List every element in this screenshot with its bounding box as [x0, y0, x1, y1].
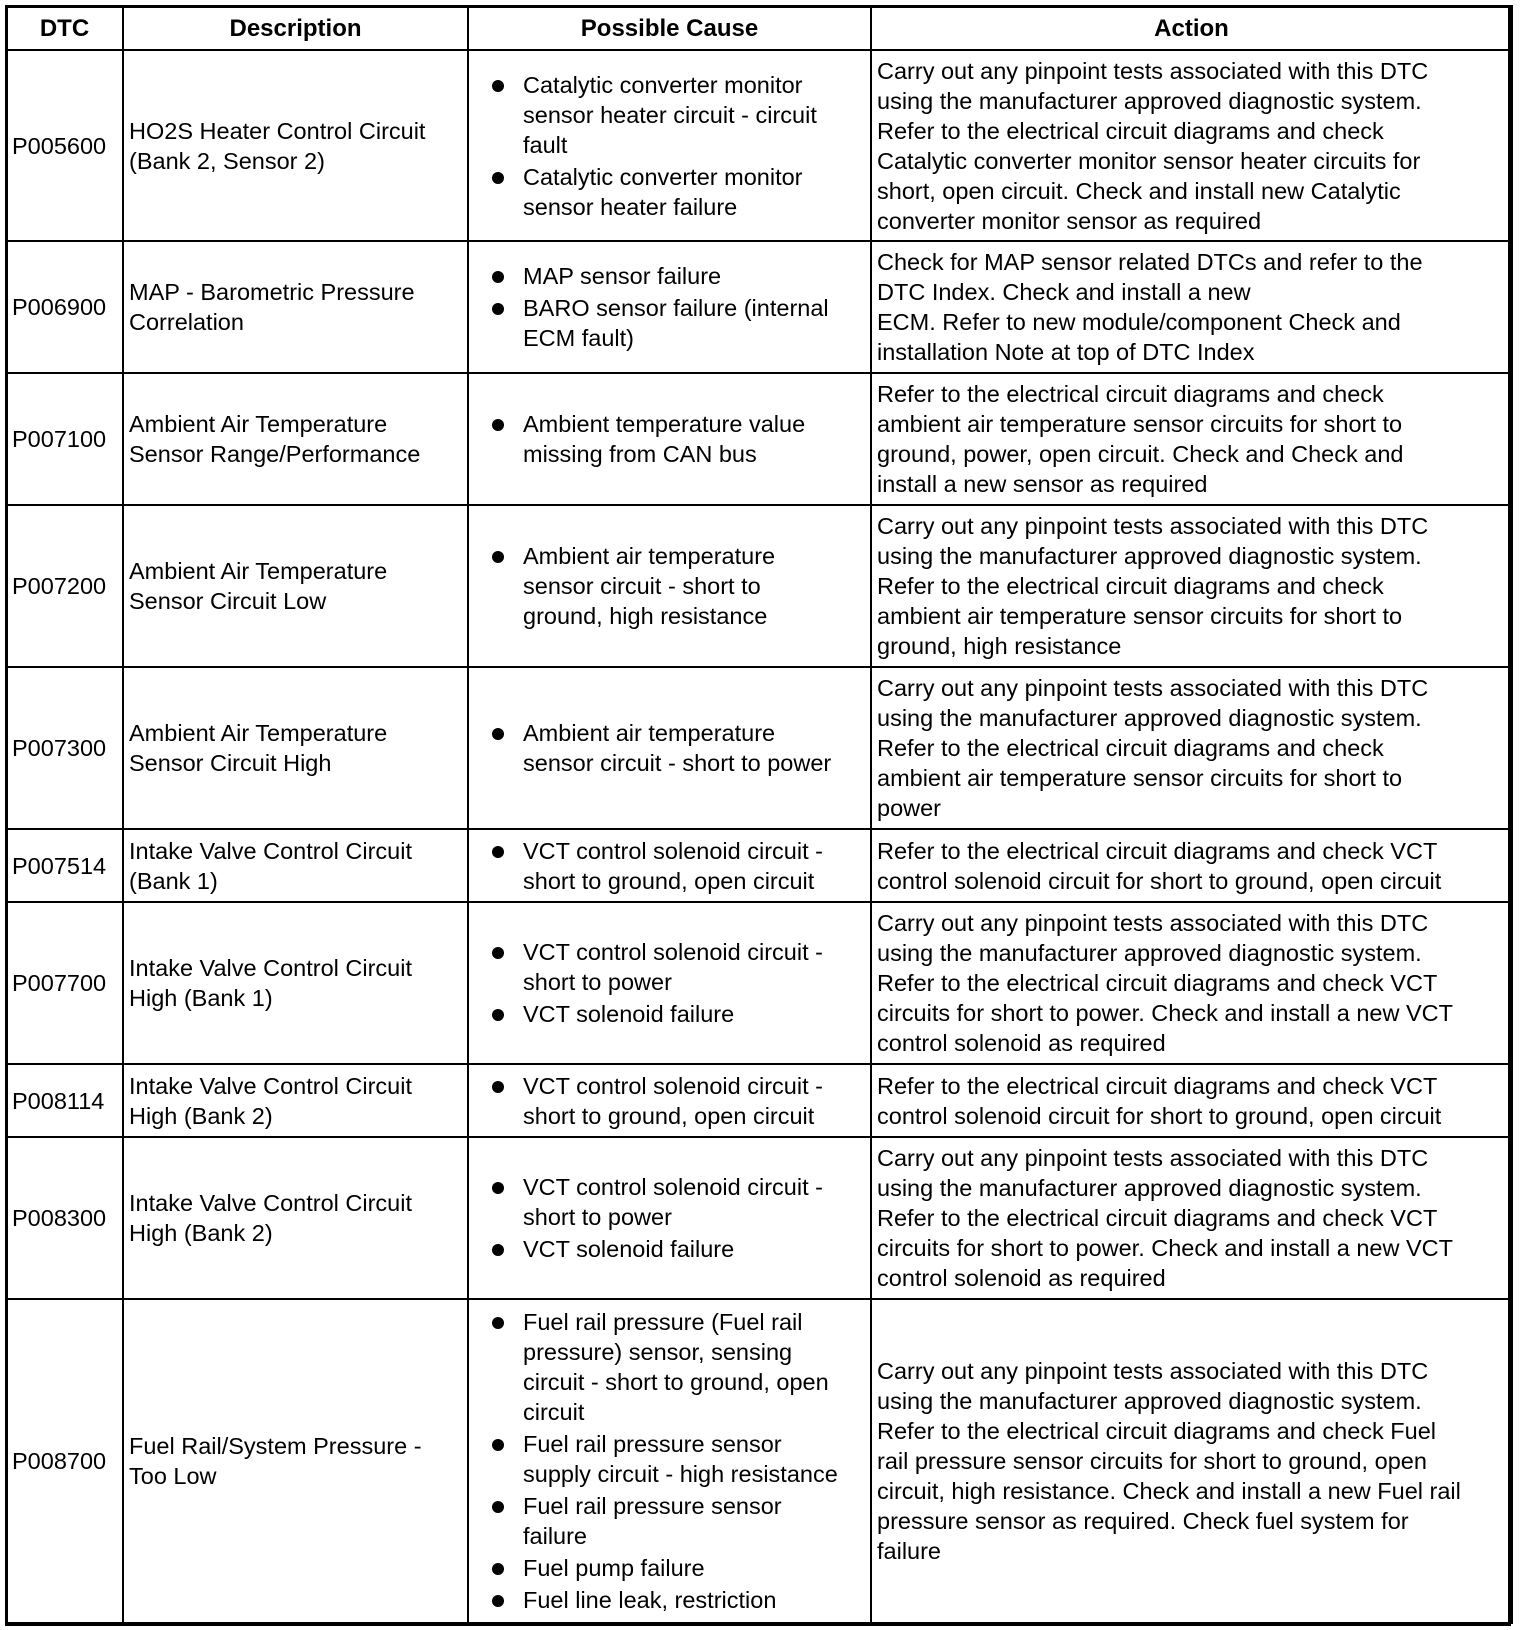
action-cell — [871, 241, 1512, 373]
header-description: Description — [123, 7, 468, 51]
possible-cause-cell — [468, 1299, 871, 1623]
action-text: Refer to the electrical circuit diagrams and check VCT control solenoid circuit for short to ground, open circuit — [877, 1072, 1442, 1129]
dtc-code: P008300 — [6, 1137, 123, 1299]
description-cell — [123, 902, 468, 1064]
possible-cause-cell — [468, 505, 871, 667]
description-cell — [123, 1064, 468, 1137]
cause-list — [489, 1307, 864, 1615]
action-text: Carry out any pinpoint tests associated with this DTC using the manufacturer approved diagnostic system. Refer to the electrical circuit diagrams and check ambient air temperature sensor circuits for short to ground, high resistance — [877, 513, 1429, 659]
dtc-code: P007200 — [6, 505, 123, 667]
description-text: Ambient Air Temperature Sensor Circuit High — [129, 720, 388, 776]
description-text: Intake Valve Control Circuit High (Bank 2) — [129, 1072, 412, 1129]
dtc-code: P005600 — [6, 50, 123, 241]
cause-item: Fuel rail pressure sensor supply circuit - high resistance — [489, 1429, 864, 1489]
dtc-table — [5, 5, 1513, 1624]
description-text: Fuel Rail/System Pressure - Too Low — [129, 1433, 422, 1489]
description-cell — [123, 667, 468, 829]
table-row — [6, 829, 1512, 902]
possible-cause-cell — [468, 1064, 871, 1137]
header-action: Action — [871, 7, 1512, 51]
description-cell — [123, 50, 468, 241]
dtc-code: P006900 — [6, 241, 123, 373]
action-cell — [871, 1299, 1512, 1623]
table-row — [6, 1137, 1512, 1299]
description-cell — [123, 241, 468, 373]
cause-item: VCT control solenoid circuit - short to ground, open circuit — [489, 1071, 864, 1131]
description-cell — [123, 1137, 468, 1299]
description-text: MAP - Barometric Pressure Correlation — [129, 279, 415, 335]
table-row — [6, 505, 1512, 667]
action-text: Carry out any pinpoint tests associated with this DTC using the manufacturer approved diagnostic system. Refer to the electrical circuit diagrams and check Fuel rail pressure sensor circuits for short to ground, open circuit, high resistance. Check and install a new Fuel rail pressure sensor as required. Check fuel system for failure — [877, 1358, 1461, 1564]
description-text: Ambient Air Temperature Sensor Range/Performance — [129, 411, 421, 467]
cause-list — [489, 70, 864, 222]
action-cell — [871, 902, 1512, 1064]
description-text: HO2S Heater Control Circuit (Bank 2, Sensor 2) — [129, 117, 426, 174]
action-cell — [871, 1137, 1512, 1299]
cause-item: Ambient temperature value missing from CAN bus — [489, 409, 864, 469]
cause-item: MAP sensor failure — [489, 261, 864, 291]
cause-item: Catalytic converter monitor sensor heater failure — [489, 162, 864, 222]
action-cell — [871, 1064, 1512, 1137]
action-text: Carry out any pinpoint tests associated with this DTC using the manufacturer approved diagnostic system. Refer to the electrical circuit diagrams and check Catalytic converter monitor sensor heater circuits for short, open circuit. Check and install new Catalytic converter monitor sensor as required — [877, 57, 1429, 234]
header-possible-cause: Possible Cause — [468, 7, 871, 51]
action-text: Check for MAP sensor related DTCs and refer to the DTC Index. Check and install a new ECM. Refer to new module/component Check and installation Note at top of DTC Index — [877, 249, 1423, 365]
action-cell — [871, 505, 1512, 667]
action-text: Carry out any pinpoint tests associated with this DTC using the manufacturer approved diagnostic system. Refer to the electrical circuit diagrams and check VCT circuits for short to power. Check and install a new VCT control solenoid as required — [877, 910, 1453, 1056]
cause-item: Fuel pump failure — [489, 1553, 864, 1583]
possible-cause-cell — [468, 50, 871, 241]
description-cell — [123, 829, 468, 902]
table-row — [6, 373, 1512, 505]
possible-cause-cell — [468, 667, 871, 829]
cause-list — [489, 261, 864, 353]
dtc-code: P007514 — [6, 829, 123, 902]
possible-cause-cell — [468, 373, 871, 505]
cause-list — [489, 541, 864, 631]
action-cell — [871, 667, 1512, 829]
action-text: Carry out any pinpoint tests associated with this DTC using the manufacturer approved diagnostic system. Refer to the electrical circuit diagrams and check VCT circuits for short to power. Check and install a new VCT control solenoid as required — [877, 1145, 1453, 1291]
cause-item: VCT control solenoid circuit - short to ground, open circuit — [489, 836, 864, 896]
cause-item: Ambient air temperature sensor circuit - short to power — [489, 718, 864, 778]
table-row — [6, 241, 1512, 373]
table-row — [6, 1299, 1512, 1623]
cause-list — [489, 836, 864, 896]
cause-list — [489, 1071, 864, 1131]
table-body — [6, 50, 1512, 1623]
dtc-code: P008700 — [6, 1299, 123, 1623]
dtc-code: P007300 — [6, 667, 123, 829]
possible-cause-cell — [468, 1137, 871, 1299]
cause-item: Ambient air temperature sensor circuit - short to ground, high resistance — [489, 541, 864, 631]
possible-cause-cell — [468, 829, 871, 902]
cause-list — [489, 937, 864, 1029]
description-text: Intake Valve Control Circuit (Bank 1) — [129, 837, 412, 894]
description-text: Intake Valve Control Circuit High (Bank 1) — [129, 955, 412, 1011]
dtc-code: P007100 — [6, 373, 123, 505]
table-row — [6, 667, 1512, 829]
possible-cause-cell — [468, 902, 871, 1064]
cause-item: BARO sensor failure (internal ECM fault) — [489, 293, 864, 353]
table-row — [6, 902, 1512, 1064]
dtc-code: P007700 — [6, 902, 123, 1064]
cause-list — [489, 409, 864, 469]
table-row — [6, 1064, 1512, 1137]
header-dtc: DTC — [6, 7, 123, 51]
action-text: Refer to the electrical circuit diagrams and check ambient air temperature sensor circuits for short to ground, power, open circuit. Check and Check and install a new sensor as required — [877, 381, 1404, 497]
action-text: Carry out any pinpoint tests associated with this DTC using the manufacturer approved diagnostic system. Refer to the electrical circuit diagrams and check ambient air temperature sensor circuits for short to power — [877, 675, 1429, 821]
cause-item: Catalytic converter monitor sensor heater circuit - circuit fault — [489, 70, 864, 160]
description-cell — [123, 505, 468, 667]
description-cell — [123, 373, 468, 505]
cause-item: Fuel rail pressure sensor failure — [489, 1491, 864, 1551]
action-cell — [871, 829, 1512, 902]
action-cell — [871, 373, 1512, 505]
description-text: Intake Valve Control Circuit High (Bank 2) — [129, 1190, 412, 1246]
cause-item: VCT control solenoid circuit - short to power — [489, 1172, 864, 1232]
description-cell — [123, 1299, 468, 1623]
cause-item: Fuel rail pressure (Fuel rail pressure) sensor, sensing circuit - short to ground, open circuit — [489, 1307, 864, 1427]
cause-item: VCT solenoid failure — [489, 999, 864, 1029]
dtc-code: P008114 — [6, 1064, 123, 1137]
action-text: Refer to the electrical circuit diagrams and check VCT control solenoid circuit for short to ground, open circuit — [877, 837, 1442, 894]
cause-item: VCT control solenoid circuit - short to power — [489, 937, 864, 997]
cause-item: VCT solenoid failure — [489, 1234, 864, 1264]
action-cell — [871, 50, 1512, 241]
header-row — [6, 7, 1512, 51]
description-text: Ambient Air Temperature Sensor Circuit Low — [129, 558, 388, 614]
possible-cause-cell — [468, 241, 871, 373]
cause-item: Fuel line leak, restriction — [489, 1585, 864, 1615]
cause-list — [489, 1172, 864, 1264]
table-row — [6, 50, 1512, 241]
cause-list — [489, 718, 864, 778]
